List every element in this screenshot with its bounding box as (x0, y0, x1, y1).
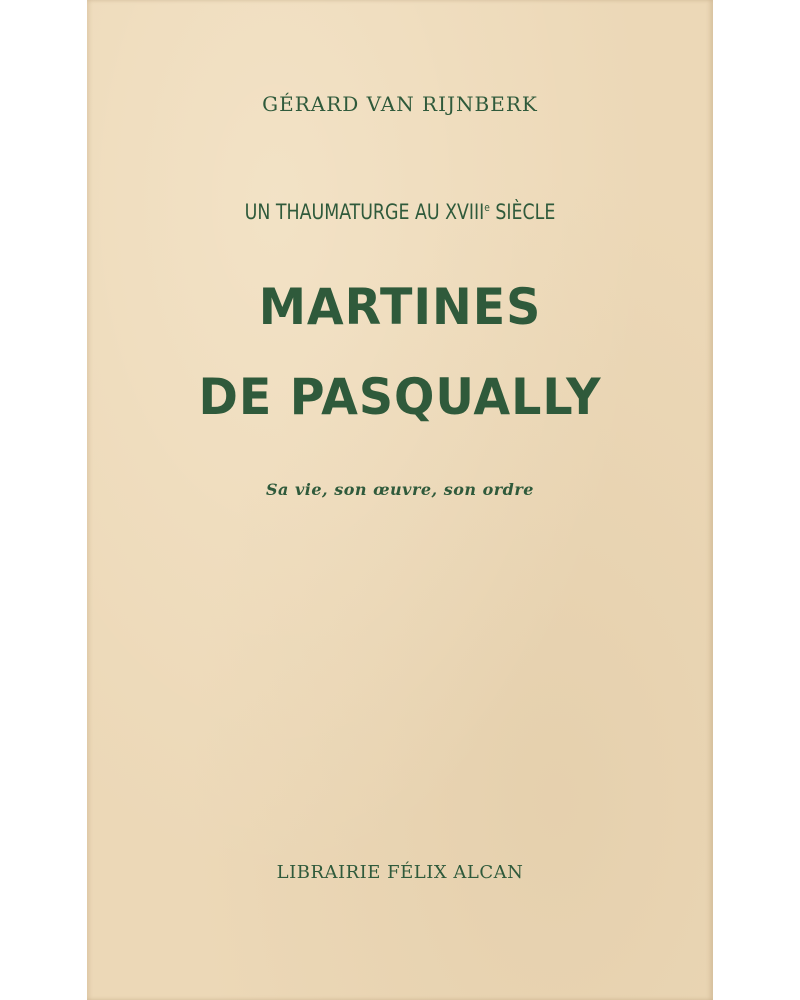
title-line-2: DE PASQUALLY (198, 368, 602, 426)
publisher: LIBRAIRIE FÉLIX ALCAN (276, 862, 524, 883)
supertitle-superscript: e (484, 201, 490, 214)
subtitle: Sa vie, son œuvre, son ordre (266, 480, 534, 499)
author-name: GÉRARD VAN RIJNBERK (262, 92, 538, 116)
title-line-1: MARTINES (258, 278, 542, 336)
supertitle-end: SIÈCLE (489, 200, 556, 224)
book-cover (87, 0, 713, 1000)
supertitle (112, 200, 688, 224)
supertitle-main: UN THAUMATURGE AU XVIII (244, 200, 485, 224)
